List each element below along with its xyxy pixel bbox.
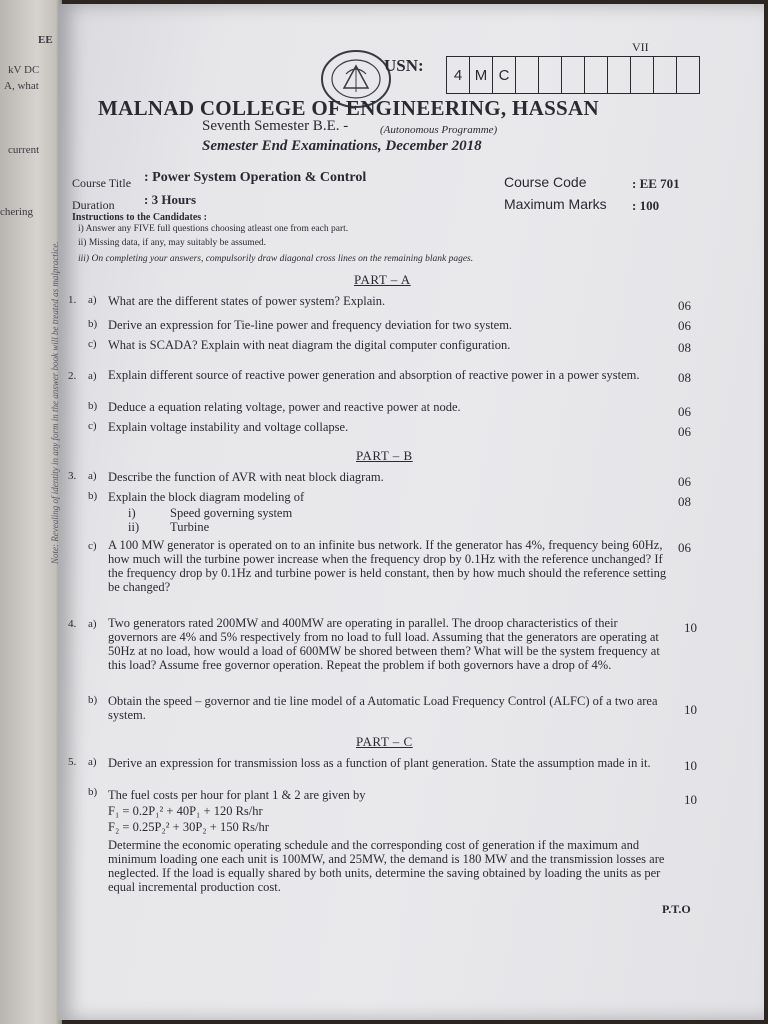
question-text: Deduce a equation relating voltage, power and reactive power at node.	[108, 400, 461, 414]
instructions-heading: Instructions to the Candidates :	[72, 212, 208, 223]
usn-label: USN:	[384, 56, 424, 75]
question-marks: 10	[684, 702, 697, 717]
fuel-equation: F₁ = 0.2P₁² + 40P₁ + 120 Rs/hr	[108, 804, 263, 818]
question-text: Explain the block diagram modeling of	[108, 490, 305, 504]
question-text: Explain different source of reactive power generation and absorption of reactive power in a power system.	[108, 368, 640, 382]
pto-label: P.T.O	[662, 902, 691, 916]
semester-line: Seventh Semester B.E. -	[202, 118, 349, 134]
question-marks: 06	[678, 424, 691, 439]
question-sub: c)	[88, 420, 97, 432]
question-sub: a)	[88, 618, 97, 630]
side-note: Note: Revealing of identity in any form in the answer book will be treated as malpractice.	[50, 241, 60, 564]
course-code-value: : EE 701	[632, 176, 680, 191]
question-text: Two generators rated 200MW and 400MW are operating in parallel. The droop characteristics of their governors are 4% and 5% respectively from no load to full load. Assuming that the generators are operating at 50Hz at no load, how would a load of 600MW be shored between them? What will be the system frequency at this load? Assume free governor operation. Repeat the problem if both governors have a drop of 4%.	[108, 616, 660, 672]
question-text: Explain voltage instability and voltage collapse.	[108, 420, 349, 434]
subitem-number: i)	[128, 506, 136, 520]
question-number: 4.	[68, 618, 77, 630]
subitem-number: ii)	[128, 520, 140, 534]
question-marks: 10	[684, 620, 697, 635]
question-sub: b)	[88, 318, 98, 330]
question-text: What are the different states of power system? Explain.	[108, 294, 386, 308]
college-name: MALNAD COLLEGE OF ENGINEERING, HASSAN	[98, 96, 599, 120]
question-text: Describe the function of AVR with neat block diagram.	[108, 470, 384, 484]
usn-cell	[585, 57, 608, 93]
question-marks: 10	[684, 758, 697, 773]
subitem-text: Turbine	[170, 520, 210, 534]
fuel-equation: F₂ = 0.25P₂² + 30P₂ + 150 Rs/hr	[108, 820, 269, 834]
instruction-item: ii) Missing data, if any, may suitably be assumed.	[78, 238, 267, 248]
question-marks: 06	[678, 404, 691, 419]
question-text: Obtain the speed – governor and tie line model of a Automatic Load Frequency Control (ALFC) of a two area system.	[108, 694, 658, 722]
exam-page	[50, 4, 764, 1020]
subitem-text: Speed governing system	[170, 506, 293, 520]
max-marks-label: Maximum Marks	[504, 196, 607, 212]
usn-cell	[516, 57, 539, 93]
question-sub: a)	[88, 370, 97, 382]
question-marks: 06	[678, 540, 691, 555]
exam-title: Semester End Examinations, December 2018	[202, 138, 482, 154]
part-b-heading: PART – B	[356, 448, 413, 463]
left-page-text: EE	[38, 34, 53, 46]
part-c-heading: PART – C	[356, 734, 413, 749]
question-number: 5.	[68, 756, 77, 768]
left-page-text: current	[8, 144, 40, 156]
usn-box	[446, 56, 700, 94]
question-sub: a)	[88, 470, 97, 482]
usn-cell	[677, 57, 699, 93]
question-sub: b)	[88, 400, 98, 412]
question-text: Derive an expression for transmission loss as a function of plant generation. State the assumption made in it.	[108, 756, 651, 770]
question-sub: c)	[88, 338, 97, 350]
left-page-text: A, what	[4, 80, 39, 92]
question-sub: a)	[88, 756, 97, 768]
course-code-label: Course Code	[504, 174, 587, 190]
left-page-text: chering	[0, 206, 33, 218]
question-marks: 08	[678, 370, 691, 385]
usn-cell: C	[493, 57, 516, 93]
usn-cell	[608, 57, 631, 93]
semester-roman: VII	[632, 40, 649, 54]
question-marks: 10	[684, 792, 697, 807]
part-a-heading: PART – A	[354, 272, 411, 287]
question-sub: c)	[88, 540, 97, 552]
question-number: 1.	[68, 294, 77, 306]
usn-cell	[539, 57, 562, 93]
question-marks: 08	[678, 494, 691, 509]
usn-cell	[631, 57, 654, 93]
question-sub: b)	[88, 786, 98, 798]
question-number: 2.	[68, 370, 77, 382]
question-sub: a)	[88, 294, 97, 306]
usn-cell	[654, 57, 677, 93]
duration-value: : 3 Hours	[144, 192, 196, 207]
question-text: Derive an expression for Tie-line power and frequency deviation for two system.	[108, 318, 513, 332]
usn-cell: M	[470, 57, 493, 93]
question-text-continued: Determine the economic operating schedule and the corresponding cost of generation if the maximum and minimum loading one each unit is 100MW, and 25MW, the demand is 180 MW and the transmission losses are neglected. If the load is equally shared by both units, determine the saving obtained by loading the units as per equal incremental production cost.	[108, 838, 665, 894]
duration-label: Duration	[72, 198, 115, 212]
question-sub: b)	[88, 490, 98, 502]
usn-cell	[562, 57, 585, 93]
question-marks: 08	[678, 340, 691, 355]
question-number: 3.	[68, 470, 77, 482]
autonomous-label: (Autonomous Programme)	[380, 124, 498, 136]
instruction-item: iii) On completing your answers, compulsorily draw diagonal cross lines on the remaining blank pages.	[78, 254, 474, 264]
question-marks: 06	[678, 318, 691, 333]
course-title-value: : Power System Operation & Control	[144, 170, 367, 185]
course-title-label: Course Title	[72, 176, 132, 190]
question-text: A 100 MW generator is operated on to an infinite bus network. If the generator has 4%, frequency being 60Hz, how much will the turbine power increase when the frequency drop by 0.1Hz with the reference unchanged? If the frequency drop by 0.1Hz and turbine power is held constant, then by how much should the reference setting be changed?	[108, 538, 667, 594]
question-marks: 06	[678, 298, 691, 313]
max-marks-value: : 100	[632, 198, 660, 213]
question-text: What is SCADA? Explain with neat diagram the digital computer configuration.	[108, 338, 511, 352]
usn-cell: 4	[447, 57, 470, 93]
question-sub: b)	[88, 694, 98, 706]
question-marks: 06	[678, 474, 691, 489]
left-page-text: kV DC	[8, 64, 40, 76]
question-text: The fuel costs per hour for plant 1 & 2 are given by	[108, 788, 366, 802]
instruction-item: i) Answer any FIVE full questions choosing atleast one from each part.	[78, 224, 349, 234]
